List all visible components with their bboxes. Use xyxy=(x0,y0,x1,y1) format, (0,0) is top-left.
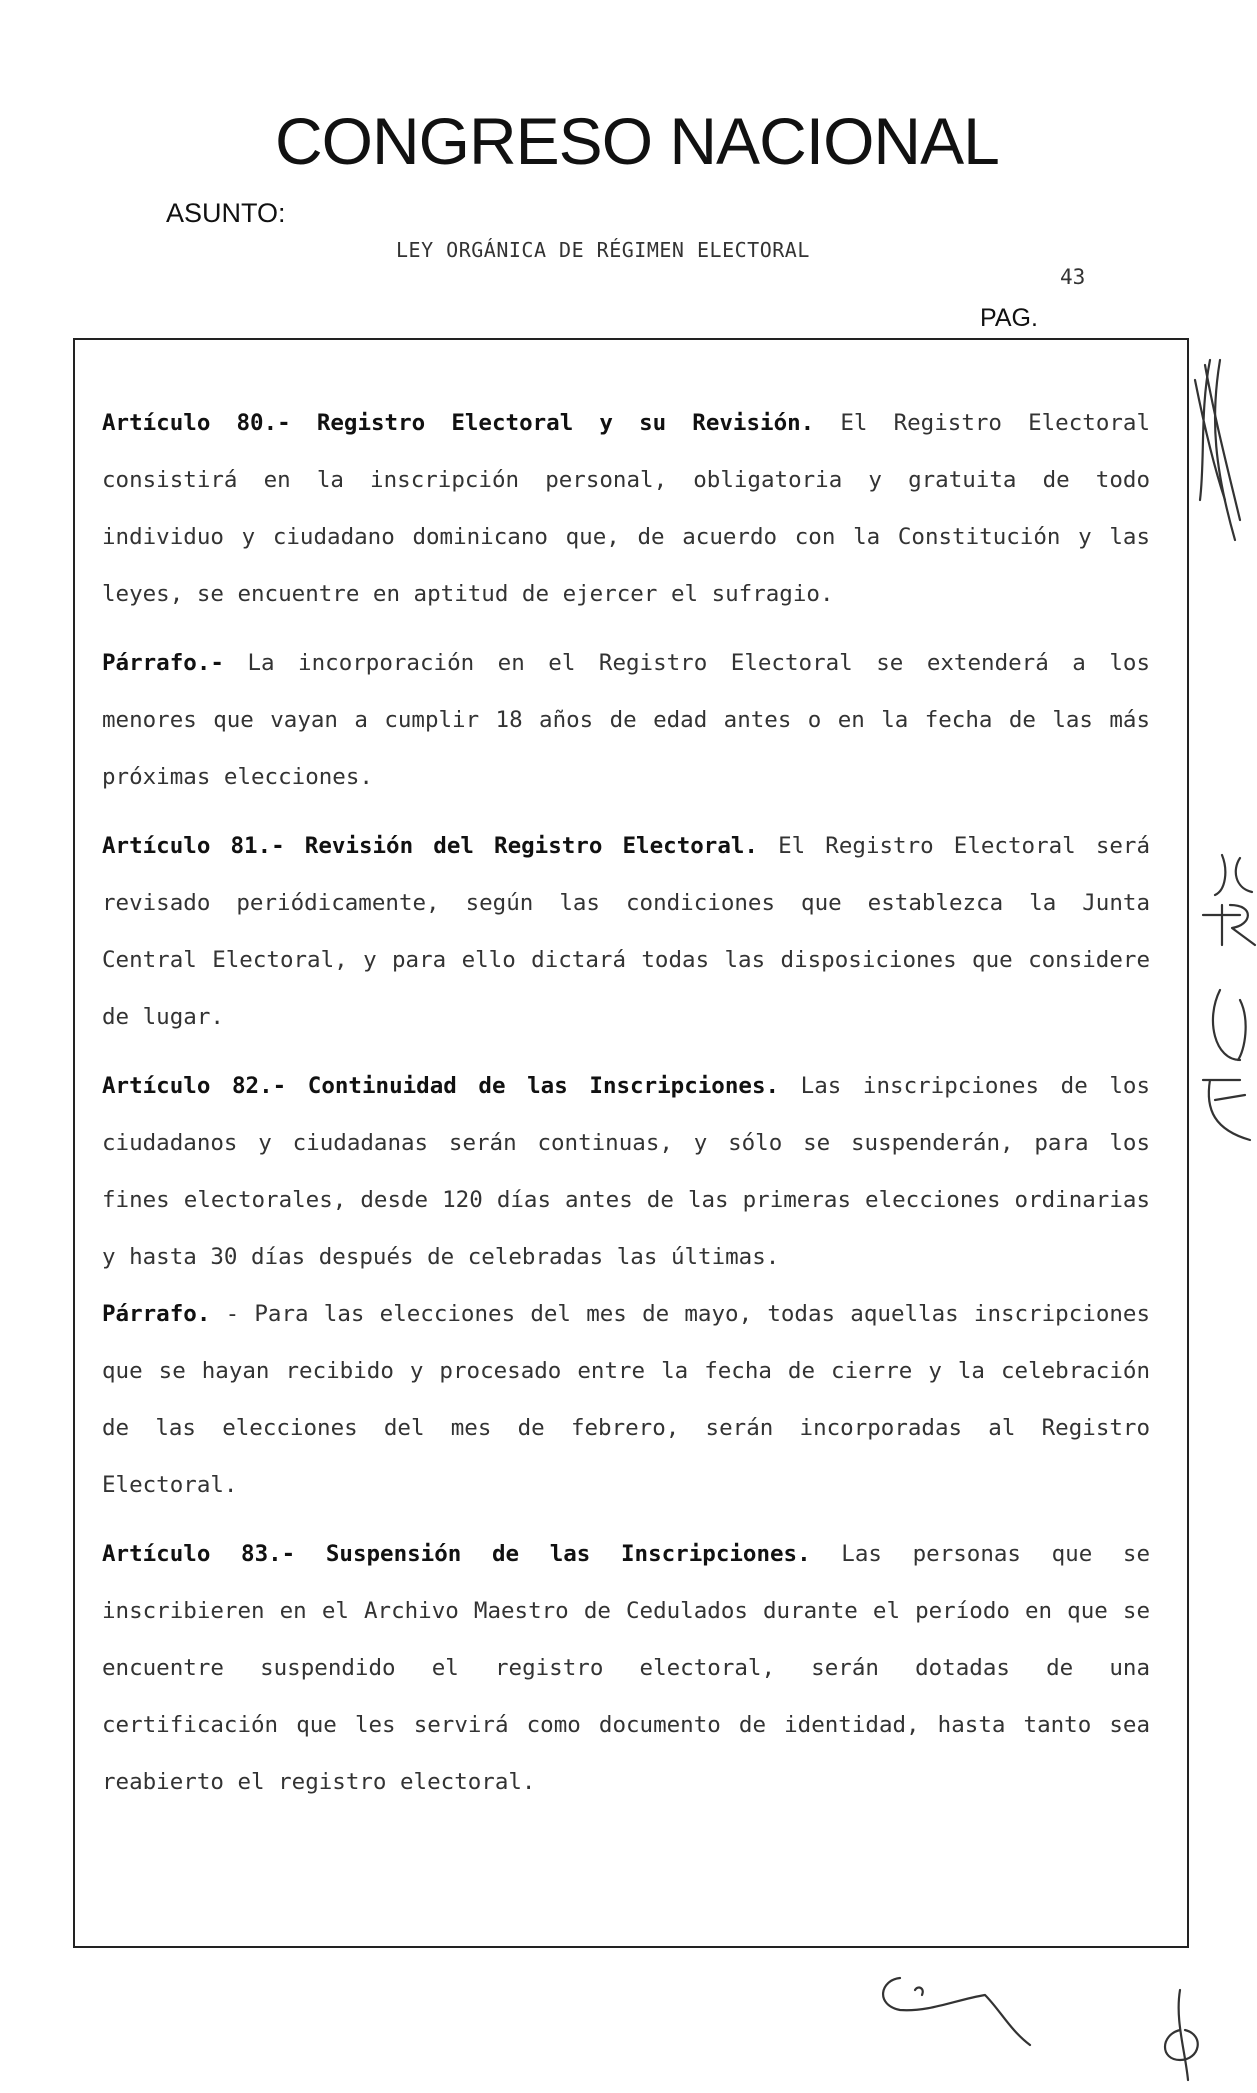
article-80-paragraph-heading: Párrafo.- xyxy=(102,650,224,676)
asunto-label: ASUNTO: xyxy=(166,198,286,228)
page-number: 43 xyxy=(1060,265,1086,289)
initials-bottom xyxy=(883,1978,1198,2080)
article-83 xyxy=(102,1526,1150,1811)
article-80-paragraph xyxy=(102,635,1150,806)
article-82-paragraph xyxy=(102,1286,1150,1514)
document-subject: LEY ORGÁNICA DE RÉGIMEN ELECTORAL xyxy=(396,238,810,262)
article-82 xyxy=(102,1058,1150,1286)
initials-top-right xyxy=(1195,360,1240,540)
initials-margin-middle xyxy=(1203,855,1255,1140)
article-81-text: El Registro Electoral será revisado periódicamente, según las condiciones que establezca la Junta Central Electoral, y para ello dictará todas las disposiciones que considere de lugar. xyxy=(102,833,1151,1030)
pag-label: PAG. xyxy=(980,304,1038,332)
article-83-text: Las personas que se inscribieren en el Archivo Maestro de Cedulados durante el período en que se encuentre suspendido el registro electoral, serán dotadas de una certificación que les servirá como documento de identidad, hasta tanto sea reabierto el registro electoral. xyxy=(102,1541,1150,1795)
article-80-heading: Artículo 80.- Registro Electoral y su Revisión. xyxy=(102,410,815,436)
article-82-paragraph-text: - Para las elecciones del mes de mayo, todas aquellas inscripciones que se hayan recibido y procesado entre la fecha de cierre y la celebración de las elecciones del mes de febrero, serán incorporadas al Registro Electoral. xyxy=(102,1301,1150,1498)
article-82-paragraph-heading: Párrafo. xyxy=(102,1301,211,1327)
article-83-heading: Artículo 83.- Suspensión de las Inscripciones. xyxy=(102,1541,811,1567)
article-82-text: Las inscripciones de los ciudadanos y ciudadanas serán continuas, y sólo se suspenderán, para los fines electorales, desde 120 días antes de las primeras elecciones ordinarias y hasta 30 días después de celebradas las últimas. xyxy=(102,1073,1150,1270)
institution-title: CONGRESO NACIONAL xyxy=(275,104,999,178)
article-80 xyxy=(102,395,1150,623)
document-body xyxy=(102,395,1150,1823)
article-80-paragraph-text: La incorporación en el Registro Electoral se extenderá a los menores que vayan a cumplir 18 años de edad antes o en la fecha de las más próximas elecciones. xyxy=(102,650,1150,790)
article-81-heading: Artículo 81.- Revisión del Registro Electoral. xyxy=(102,833,758,859)
article-80-text: El Registro Electoral consistirá en la inscripción personal, obligatoria y gratuita de todo individuo y ciudadano dominicano que, de acuerdo con la Constitución y las leyes, se encuentre en aptitud de ejercer el sufragio. xyxy=(102,410,1151,607)
article-82-heading: Artículo 82.- Continuidad de las Inscripciones. xyxy=(102,1073,780,1099)
article-81 xyxy=(102,818,1150,1046)
